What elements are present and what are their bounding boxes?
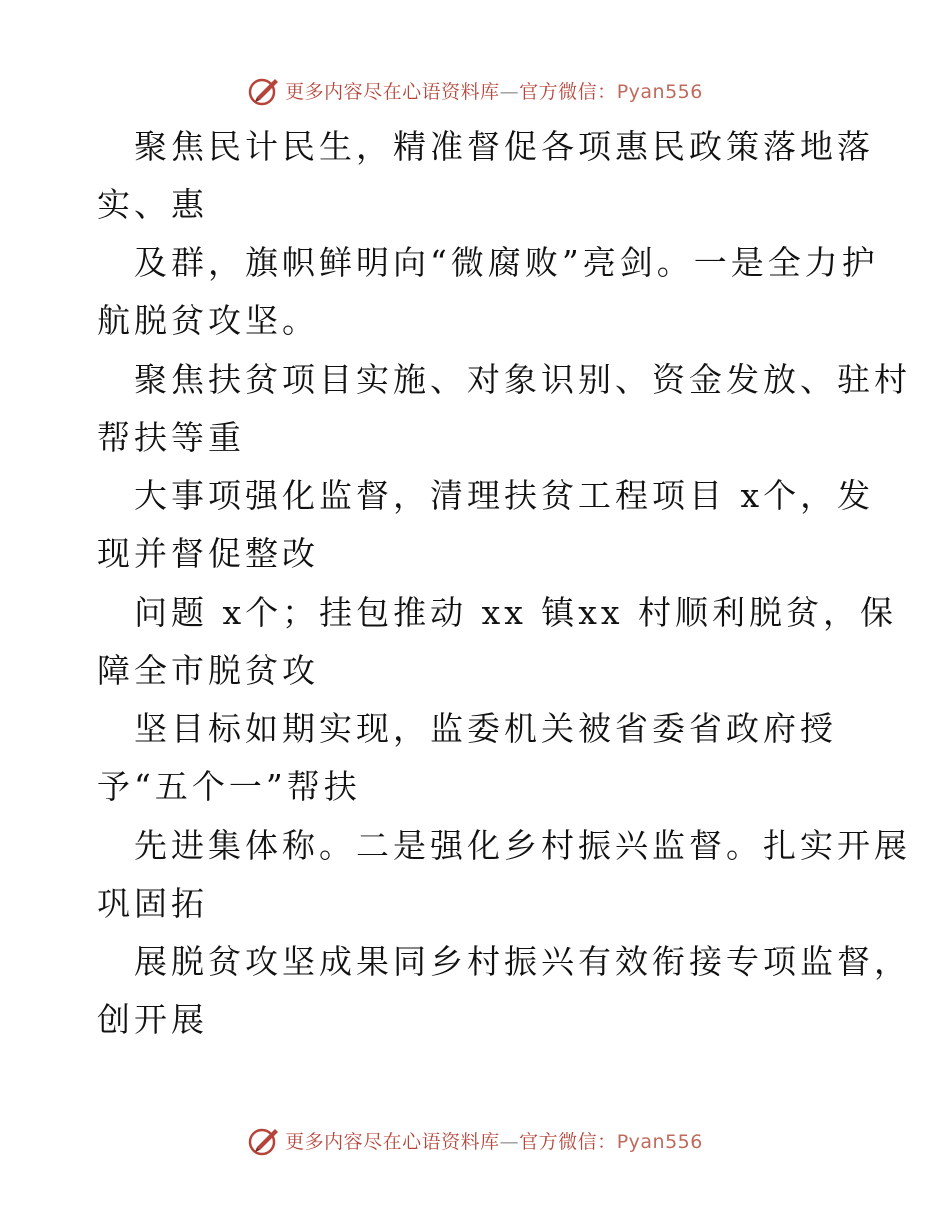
watermark-text: 更多内容尽在心语资料库—官方微信：Pyan556 bbox=[285, 80, 703, 103]
paragraph-line: 实、惠 bbox=[97, 185, 208, 224]
paragraph-line: 予“五个一”帮扶 bbox=[97, 767, 361, 806]
paragraph-line: 坚目标如期实现，监委机关被省委省政府授 bbox=[134, 709, 837, 748]
watermark-text: 更多内容尽在心语资料库—官方微信：Pyan556 bbox=[285, 1130, 703, 1153]
paragraph-line: 帮扶等重 bbox=[97, 418, 245, 457]
header-watermark bbox=[0, 70, 950, 110]
paragraph-line: 先进集体称。二是强化乡村振兴监督。扎实开展 bbox=[134, 826, 911, 865]
quill-pen-logo-icon bbox=[247, 1123, 281, 1157]
paragraph-line: 展脱贫攻坚成果同乡村振兴有效衔接专项监督， bbox=[134, 942, 911, 981]
paragraph-line: 及群，旗帜鲜明向“微腐败”亮剑。一是全力护 bbox=[134, 243, 879, 282]
paragraph-line: 大事项强化监督，清理扶贫工程项目 x个，发 bbox=[134, 476, 875, 515]
paragraph-line: 巩固拓 bbox=[97, 884, 208, 923]
paragraph-line: 现并督促整改 bbox=[97, 534, 319, 573]
paragraph-line: 航脱贫攻坚。 bbox=[97, 301, 319, 340]
footer-watermark bbox=[0, 1120, 950, 1160]
paragraph-line: 障全市脱贫攻 bbox=[97, 651, 319, 690]
quill-pen-logo-icon bbox=[247, 73, 281, 107]
paragraph-line: 聚焦扶贫项目实施、对象识别、资金发放、驻村 bbox=[134, 360, 911, 399]
paragraph-line: 问题 x个；挂包推动 xx 镇xx 村顺利脱贫，保 bbox=[134, 593, 898, 632]
paragraph-line: 聚焦民计民生，精准督促各项惠民政策落地落 bbox=[134, 127, 874, 166]
paragraph-line: 创开展 bbox=[97, 1000, 208, 1039]
